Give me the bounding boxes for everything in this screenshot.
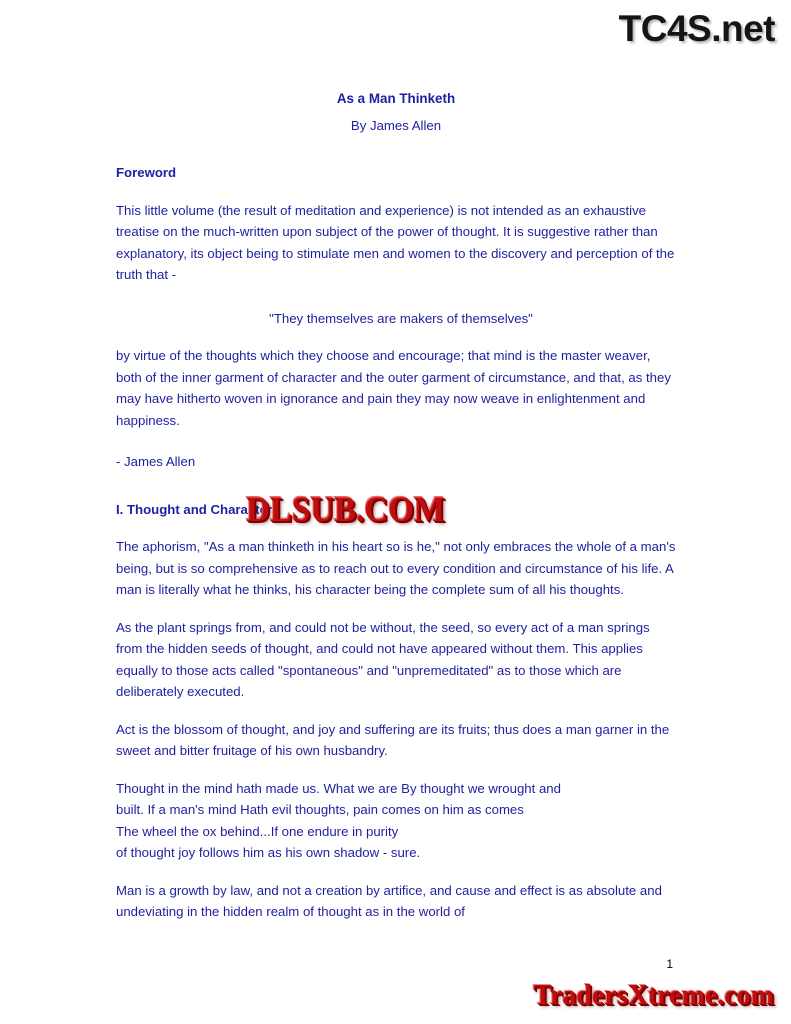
foreword-paragraph-2: by virtue of the thoughts which they choose and encourage; that mind is the master weaver, both of the inner garment of character and the outer garment of circumstance, and that, as they may have hitherto woven in ignorance and pain they may now weave in enlightenment and happiness. xyxy=(116,348,671,428)
document-title: As a Man Thinketh xyxy=(336,91,456,106)
verse-line-4: of thought joy follows him as his own shadow - sure. xyxy=(116,845,421,860)
chapter-paragraph-1: The aphorism, "As a man thinketh in his heart so is he," not only embraces the whole of a man's being, but is so comprehensive as to reach out to every condition and circumstance of his life. A man is literally what he thinks, his character being the complete sum of all his thoughts. xyxy=(116,539,676,597)
author-signature: - James Allen xyxy=(116,454,196,469)
document-body xyxy=(116,88,676,923)
center-stamp-watermark: DLSUB.COM xyxy=(246,490,445,530)
document-byline: By James Allen xyxy=(350,118,442,133)
verse-line-2: built. If a man's mind Hath evil thoughts, pain comes on him as comes xyxy=(116,802,524,817)
chapter-paragraph-4: Man is a growth by law, and not a creation by artifice, and cause and effect is as absolute and undeviating in the hidden realm of thought as in the world of xyxy=(116,882,662,919)
chapter-heading: I. Thought and Character xyxy=(116,501,273,517)
bottom-right-watermark: TradersXtreme.com xyxy=(533,980,774,1011)
chapter-paragraph-3: Act is the blossom of thought, and joy and suffering are its fruits; thus does a man garner in the sweet and bitter fruitage of his own husbandry. xyxy=(116,721,670,758)
foreword-quote: "They themselves are makers of themselves" xyxy=(269,310,533,326)
foreword-paragraph-1: This little volume (the result of meditation and experience) is not intended as an exhaustive treatise on the much-written upon subject of the power of thought. It is suggestive rather than explanatory, its object being to stimulate men and women to the discovery and perception of the truth that - xyxy=(116,202,675,282)
verse-line-3: The wheel the ox behind...If one endure in purity xyxy=(116,823,399,839)
top-right-watermark: TC4S.net xyxy=(618,8,775,49)
verse-block xyxy=(116,778,676,864)
page-number: 1 xyxy=(666,957,673,971)
verse-line-1: Thought in the mind hath made us. What we are By thought we wrought and xyxy=(116,780,561,796)
chapter-paragraph-2: As the plant springs from, and could not be without, the seed, so every act of a man springs from the hidden seeds of thought, and could not have appeared without them. This applies equally to those acts called "spontaneous" and "unpremeditated" as to those which are deliberately executed. xyxy=(116,619,650,699)
foreword-heading: Foreword xyxy=(116,165,177,180)
